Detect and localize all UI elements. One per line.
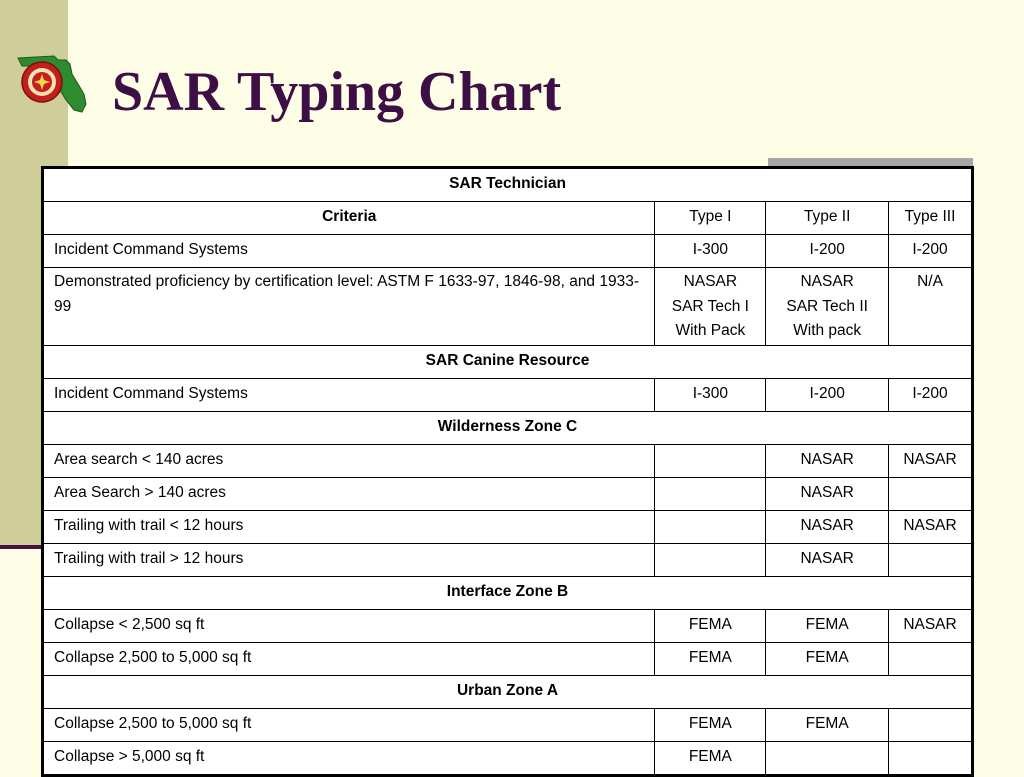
column-header-row bbox=[43, 202, 973, 235]
type-2-cell: I-200 bbox=[766, 235, 889, 268]
sar-typing-table bbox=[41, 166, 974, 777]
type-2-cell: FEMA bbox=[766, 642, 889, 675]
table-row bbox=[43, 378, 973, 411]
criteria-cell: Incident Command Systems bbox=[43, 378, 655, 411]
section-header-row bbox=[43, 675, 973, 708]
type-2-cell: NASAR bbox=[766, 543, 889, 576]
type-1-cell: FEMA bbox=[655, 741, 766, 775]
column-header-type-2: Type II bbox=[766, 202, 889, 235]
section-header: Urban Zone A bbox=[43, 675, 973, 708]
table-row bbox=[43, 477, 973, 510]
type-3-cell: I-200 bbox=[889, 235, 973, 268]
type-2-cell: FEMA bbox=[766, 609, 889, 642]
column-header-type-3: Type III bbox=[889, 202, 973, 235]
table-shadow-decoration bbox=[768, 158, 973, 166]
type-1-cell: FEMA bbox=[655, 642, 766, 675]
column-header-criteria: Criteria bbox=[43, 202, 655, 235]
type-2-cell: NASAR bbox=[766, 510, 889, 543]
type-3-cell bbox=[889, 642, 973, 675]
type-3-cell bbox=[889, 543, 973, 576]
table-row bbox=[43, 609, 973, 642]
type-3-cell: I-200 bbox=[889, 378, 973, 411]
section-header-row bbox=[43, 411, 973, 444]
type-2-cell: NASAR bbox=[766, 477, 889, 510]
type-3-cell bbox=[889, 708, 973, 741]
section-header: SAR Technician bbox=[43, 168, 973, 202]
criteria-cell: Trailing with trail < 12 hours bbox=[43, 510, 655, 543]
type-3-cell: N/A bbox=[889, 268, 973, 346]
cell-line: NASAR bbox=[683, 273, 738, 290]
cell-line: With Pack bbox=[675, 322, 746, 339]
criteria-cell: Area search < 140 acres bbox=[43, 444, 655, 477]
type-3-cell: NASAR bbox=[889, 510, 973, 543]
type-1-cell: FEMA bbox=[655, 609, 766, 642]
type-2-cell bbox=[766, 741, 889, 775]
type-2-cell bbox=[766, 268, 889, 346]
cell-line: SAR Tech II bbox=[786, 297, 868, 315]
type-2-cell: FEMA bbox=[766, 708, 889, 741]
criteria-cell: Collapse 2,500 to 5,000 sq ft bbox=[43, 642, 655, 675]
criteria-cell: Collapse < 2,500 sq ft bbox=[43, 609, 655, 642]
type-1-cell bbox=[655, 543, 766, 576]
type-3-cell bbox=[889, 477, 973, 510]
table-row bbox=[43, 510, 973, 543]
section-header: SAR Canine Resource bbox=[43, 345, 973, 378]
criteria-cell: Demonstrated proficiency by certification level: ASTM F 1633-97, 1846-98, and 1933-99 bbox=[43, 268, 655, 346]
column-header-type-1: Type I bbox=[655, 202, 766, 235]
table-row bbox=[43, 741, 973, 775]
type-2-cell: I-200 bbox=[766, 378, 889, 411]
section-header: Interface Zone B bbox=[43, 576, 973, 609]
criteria-cell: Incident Command Systems bbox=[43, 235, 655, 268]
table-row bbox=[43, 708, 973, 741]
cell-line: With pack bbox=[793, 322, 862, 339]
section-header-row bbox=[43, 168, 973, 202]
type-2-cell: NASAR bbox=[766, 444, 889, 477]
criteria-cell: Trailing with trail > 12 hours bbox=[43, 543, 655, 576]
table-row bbox=[43, 268, 973, 346]
cell-line: SAR Tech I bbox=[671, 297, 749, 315]
type-3-cell: NASAR bbox=[889, 609, 973, 642]
type-3-cell: NASAR bbox=[889, 444, 973, 477]
florida-fire-chiefs-logo bbox=[14, 50, 90, 116]
type-1-cell bbox=[655, 477, 766, 510]
type-1-cell: FEMA bbox=[655, 708, 766, 741]
type-1-cell bbox=[655, 510, 766, 543]
table-row bbox=[43, 543, 973, 576]
type-1-cell: I-300 bbox=[655, 378, 766, 411]
cell-line: NASAR bbox=[800, 273, 854, 290]
section-header: Wilderness Zone C bbox=[43, 411, 973, 444]
criteria-cell: Area Search > 140 acres bbox=[43, 477, 655, 510]
sar-typing-table-container bbox=[41, 166, 974, 777]
table-row bbox=[43, 444, 973, 477]
type-1-cell: I-300 bbox=[655, 235, 766, 268]
type-3-cell bbox=[889, 741, 973, 775]
type-1-cell bbox=[655, 444, 766, 477]
section-header-row bbox=[43, 576, 973, 609]
slide-title: SAR Typing Chart bbox=[112, 61, 562, 123]
table-row bbox=[43, 235, 973, 268]
left-accent-line bbox=[0, 545, 46, 549]
table-row bbox=[43, 642, 973, 675]
type-1-cell bbox=[655, 268, 766, 346]
criteria-cell: Collapse 2,500 to 5,000 sq ft bbox=[43, 708, 655, 741]
section-header-row bbox=[43, 345, 973, 378]
criteria-cell: Collapse > 5,000 sq ft bbox=[43, 741, 655, 775]
